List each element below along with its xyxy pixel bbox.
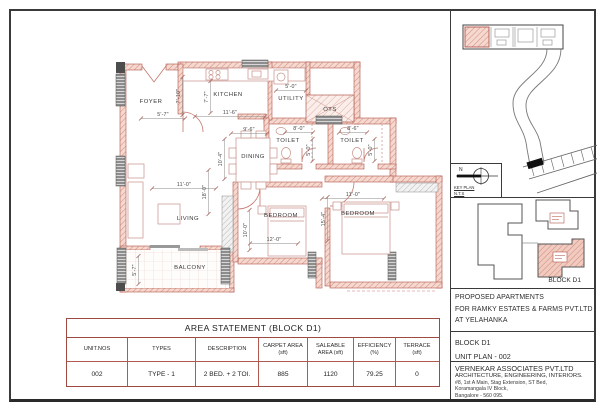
svg-text:OTS: OTS xyxy=(323,107,337,113)
cell-type: TYPE - 1 xyxy=(127,362,195,386)
firm-address: Bangalore - 560 095. xyxy=(455,392,504,399)
project-title xyxy=(455,292,595,327)
drawing-info xyxy=(455,336,595,364)
north-arrow-box xyxy=(451,163,502,197)
svg-text:N: N xyxy=(459,167,463,173)
project-line: AT YELAHANKA xyxy=(455,317,508,324)
cell-unit-nos: 002 xyxy=(91,370,103,378)
cell-efficiency: 79.25 xyxy=(353,362,395,386)
area-statement-table xyxy=(66,318,440,387)
floor-plan xyxy=(105,56,450,304)
svg-text:11'-6": 11'-6" xyxy=(222,110,238,116)
cell-terrace: 0 xyxy=(395,362,438,386)
project-line: FOR RAMKY ESTATES & FARMS PVT.LTD xyxy=(455,305,593,313)
svg-text:15'-4": 15'-4" xyxy=(321,211,327,227)
svg-text:5'-0": 5'-0" xyxy=(306,144,312,156)
svg-text:11'-0": 11'-0" xyxy=(176,182,192,188)
svg-text:5'-7": 5'-7" xyxy=(132,264,138,276)
svg-text:5'-7": 5'-7" xyxy=(157,112,169,118)
firm-address: Koramangala IV Block, xyxy=(455,386,508,393)
divider-2 xyxy=(451,288,596,289)
block-strip-plan xyxy=(463,25,563,49)
column-header: EFFICIENCY (%) xyxy=(353,338,395,361)
svg-text:10'-4": 10'-4" xyxy=(218,151,224,167)
key-plan-title: KEY PLAN xyxy=(454,185,475,190)
svg-text:8'-0": 8'-0" xyxy=(293,126,305,132)
firm-block xyxy=(455,364,595,399)
project-line: PROPOSED APARTMENTS xyxy=(455,294,544,301)
keyplan-building-left xyxy=(478,204,522,279)
column-header: TERRACE (sft) xyxy=(395,338,438,361)
svg-text:11'-0": 11'-0" xyxy=(345,192,361,198)
svg-text:BEDROOM: BEDROOM xyxy=(341,211,375,217)
svg-text:TOILET: TOILET xyxy=(276,138,300,144)
svg-text:10'-0": 10'-0" xyxy=(243,222,249,238)
highlighted-unit xyxy=(465,27,489,47)
svg-text:TOILET: TOILET xyxy=(340,138,364,144)
key-plan xyxy=(451,198,597,288)
svg-text:18'-0": 18'-0" xyxy=(202,184,208,200)
svg-text:5'-0": 5'-0" xyxy=(285,84,297,90)
svg-text:UTILITY: UTILITY xyxy=(278,96,304,102)
column-header: TYPES xyxy=(127,338,195,361)
svg-text:12'-0": 12'-0" xyxy=(266,237,282,243)
svg-text:8'-6": 8'-6" xyxy=(347,126,359,132)
divider-3 xyxy=(451,331,596,332)
svg-text:BALCONY: BALCONY xyxy=(174,265,206,271)
svg-text:KITCHEN: KITCHEN xyxy=(213,92,243,98)
svg-text:LIVING: LIVING xyxy=(176,216,200,222)
table-data-row xyxy=(67,362,439,386)
firm-tagline: ARCHITECTURE, ENGINEERING, INTERIORS. xyxy=(455,373,583,379)
column-header: CARPET AREA (sft) xyxy=(258,338,307,361)
firm-name: VERNEKAR ASSOCIATES PVT.LTD xyxy=(455,364,574,373)
svg-text:DINING: DINING xyxy=(241,154,265,160)
keyplan-block-label: BLOCK D1 xyxy=(548,277,581,284)
drawing-name: UNIT PLAN - 002 xyxy=(455,352,511,361)
access-road xyxy=(513,49,561,165)
table-title: AREA STATEMENT (BLOCK D1) xyxy=(67,319,439,338)
table-header-row xyxy=(67,338,439,362)
svg-text:7'-7": 7'-7" xyxy=(204,91,210,103)
cell-description: 2 BED. + 2 TOI. xyxy=(195,362,258,386)
svg-text:9'-6": 9'-6" xyxy=(243,127,255,133)
svg-text:BEDROOM: BEDROOM xyxy=(264,213,298,219)
column-header: SALEABLE AREA (sft) xyxy=(307,338,353,361)
cell-carpet-area: 885 xyxy=(258,362,307,386)
north-arrow-icon xyxy=(451,164,502,186)
block-name: BLOCK D1 xyxy=(455,338,491,347)
column-header: DESCRIPTION xyxy=(195,338,258,361)
entrance-door-icon xyxy=(142,66,166,82)
svg-text:7'-10": 7'-10" xyxy=(176,88,182,104)
firm-address: #8, 1st A Main, Stag Extension, ST Bed, xyxy=(455,380,547,386)
svg-text:5'-0": 5'-0" xyxy=(368,144,374,156)
svg-text:FOYER: FOYER xyxy=(139,99,163,105)
main-road xyxy=(523,144,597,193)
column-header: UNIT.NOS xyxy=(83,346,111,352)
key-plan-scale: N.T.S xyxy=(454,190,465,196)
cell-saleable-area: 1120 xyxy=(307,362,353,386)
